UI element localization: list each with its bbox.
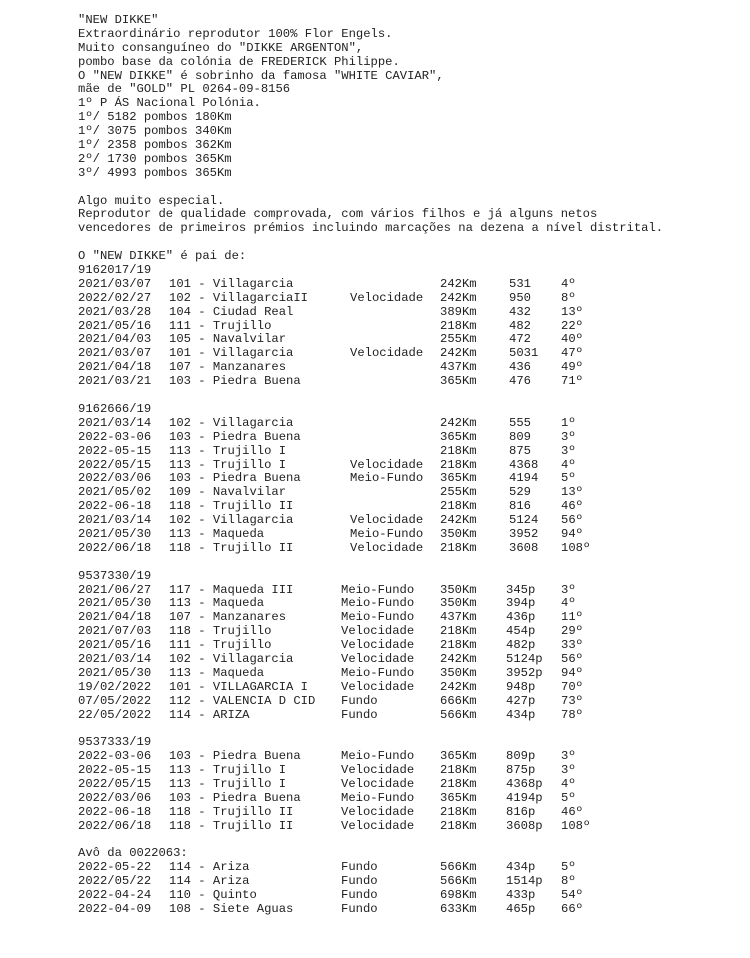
race-distance: 242Km (440, 651, 477, 666)
race-birds: 809p (506, 749, 536, 764)
spacer (78, 389, 738, 403)
race-category: Velocidade (341, 776, 415, 791)
race-distance: 218Km (440, 763, 477, 778)
race-name: 103 - Piedra Buena (169, 749, 301, 764)
race-placing: 29º (561, 624, 583, 639)
race-birds: 875p (506, 763, 536, 778)
race-name: 105 - Navalvilar (169, 332, 287, 347)
race-distance: 218Km (440, 638, 477, 653)
race-distance: 218Km (440, 818, 477, 833)
race-date: 2022-04-09 (78, 902, 152, 916)
race-category: Velocidade (350, 290, 424, 305)
race-name: 118 - Trujillo II (169, 499, 294, 514)
race-name: 113 - Trujillo I (169, 776, 287, 791)
pigeon-section (78, 722, 738, 833)
father-of-heading: O "NEW DIKKE" é pai de: (78, 249, 247, 264)
race-date: 2021/03/07 (78, 346, 152, 361)
result-row (78, 778, 738, 792)
race-category: Velocidade (341, 624, 415, 639)
race-placing: 33º (561, 638, 583, 653)
spacer (78, 722, 738, 736)
race-date: 2021/03/14 (78, 513, 152, 528)
result-row (78, 306, 738, 320)
race-placing: 78º (561, 707, 583, 722)
race-date: 2022/03/06 (78, 790, 152, 805)
race-placing: 3º (561, 582, 576, 597)
race-distance: 365Km (440, 471, 477, 486)
race-placing: 13º (561, 304, 583, 319)
special-line: Algo muito especial. (78, 193, 225, 208)
race-placing: 3º (561, 749, 576, 764)
race-distance: 242Km (440, 276, 477, 291)
race-date: 2021/03/21 (78, 374, 152, 389)
race-name: 103 - Piedra Buena (169, 374, 301, 389)
result-row (78, 667, 738, 681)
race-date: 2021/04/18 (78, 610, 152, 625)
intro-line: pombo base da colónia de FREDERICK Philippe. (78, 54, 400, 69)
race-category: Velocidade (350, 513, 424, 528)
race-birds: 432 (509, 304, 531, 319)
race-placing: 71º (561, 374, 583, 389)
race-category: Velocidade (341, 804, 415, 819)
race-name: 102 - Villagarcia (169, 415, 294, 430)
result-row (78, 542, 738, 556)
race-birds: 433p (506, 888, 536, 903)
race-name: 107 - Manzanares (169, 360, 287, 375)
intro-line: 1º P ÁS Nacional Polónia. (78, 96, 261, 111)
section-title: 9537333/19 (78, 735, 152, 750)
race-placing: 94º (561, 665, 583, 680)
intro-line: 1º/ 2358 pombos 362Km (78, 138, 232, 153)
race-date: 2021/04/03 (78, 332, 152, 347)
result-row (78, 695, 738, 709)
intro-line: 2º/ 1730 pombos 365Km (78, 151, 232, 166)
race-name: 114 - Ariza (169, 874, 250, 889)
race-name: 113 - Maqueda (169, 596, 265, 611)
race-name: 113 - Maqueda (169, 665, 265, 680)
intro-line: mãe de "GOLD" PL 0264-09-8156 (78, 82, 291, 97)
race-birds: 394p (506, 596, 536, 611)
race-distance: 437Km (440, 610, 477, 625)
race-date: 2022/05/22 (78, 874, 152, 889)
intro-line: O "NEW DIKKE" é sobrinho da famosa "WHITE CAVIAR", (78, 68, 444, 83)
race-birds: 5031 (509, 346, 539, 361)
race-distance: 389Km (440, 304, 477, 319)
race-birds: 809 (509, 429, 531, 444)
race-birds: 482 (509, 318, 531, 333)
race-name: 110 - Quinto (169, 888, 257, 903)
result-row (78, 806, 738, 820)
race-placing: 49º (561, 360, 583, 375)
race-date: 2021/07/03 (78, 624, 152, 639)
result-row (78, 361, 738, 375)
race-distance: 242Km (440, 679, 477, 694)
race-category: Fundo (341, 888, 378, 903)
race-date: 2021/06/27 (78, 582, 152, 597)
race-category: Meio-Fundo (350, 471, 424, 486)
race-placing: 3º (561, 443, 576, 458)
race-distance: 566Km (440, 860, 477, 875)
race-birds: 948p (506, 679, 536, 694)
race-category: Velocidade (350, 346, 424, 361)
race-date: 2021/04/18 (78, 360, 152, 375)
intro-line: Extraordinário reprodutor 100% Flor Engels. (78, 26, 393, 41)
result-row (78, 292, 738, 306)
result-row (78, 584, 738, 598)
race-category: Velocidade (341, 651, 415, 666)
race-placing: 47º (561, 346, 583, 361)
result-row (78, 861, 738, 875)
race-name: 114 - ARIZA (169, 707, 250, 722)
race-category: Meio-Fundo (350, 526, 424, 541)
result-row (78, 681, 738, 695)
race-placing: 46º (561, 499, 583, 514)
race-date: 2021/03/28 (78, 304, 152, 319)
race-date: 2022/03/06 (78, 471, 152, 486)
race-date: 22/05/2022 (78, 707, 152, 722)
race-name: 102 - Villagarcia (169, 513, 294, 528)
race-distance: 255Km (440, 485, 477, 500)
race-date: 2021/03/14 (78, 415, 152, 430)
race-category: Velocidade (341, 638, 415, 653)
race-category: Meio-Fundo (341, 582, 415, 597)
race-category: Fundo (341, 707, 378, 722)
race-date: 2022-03-06 (78, 429, 152, 444)
race-distance: 350Km (440, 596, 477, 611)
race-distance: 218Km (440, 457, 477, 472)
pigeon-section (78, 556, 738, 723)
result-row (78, 903, 738, 917)
race-name: 118 - Trujillo (169, 624, 272, 639)
race-birds: 345p (506, 582, 536, 597)
race-distance: 218Km (440, 540, 477, 555)
race-placing: 56º (561, 651, 583, 666)
race-name: 114 - Ariza (169, 860, 250, 875)
race-placing: 4º (561, 276, 576, 291)
race-birds: 1514p (506, 874, 543, 889)
race-distance: 633Km (440, 902, 477, 916)
result-row (78, 347, 738, 361)
race-date: 2022/05/15 (78, 776, 152, 791)
race-birds: 436 (509, 360, 531, 375)
race-distance: 437Km (440, 360, 477, 375)
race-birds: 3952p (506, 665, 543, 680)
race-date: 2022-05-22 (78, 860, 152, 875)
race-name: 104 - Ciudad Real (169, 304, 294, 319)
race-distance: 566Km (440, 874, 477, 889)
race-placing: 4º (561, 457, 576, 472)
race-name: 113 - Trujillo I (169, 443, 287, 458)
race-distance: 365Km (440, 429, 477, 444)
result-row (78, 486, 738, 500)
intro-line: 1º/ 5182 pombos 180Km (78, 110, 232, 125)
race-placing: 56º (561, 513, 583, 528)
intro-line: Muito consanguíneo do "DIKKE ARGENTON", (78, 40, 364, 55)
race-category: Velocidade (350, 540, 424, 555)
result-row (78, 597, 738, 611)
race-date: 07/05/2022 (78, 693, 152, 708)
race-category: Fundo (341, 693, 378, 708)
race-distance: 350Km (440, 665, 477, 680)
race-placing: 8º (561, 290, 576, 305)
race-placing: 46º (561, 804, 583, 819)
race-category: Fundo (341, 902, 378, 916)
race-name: 113 - Maqueda (169, 526, 265, 541)
race-name: 103 - Piedra Buena (169, 790, 301, 805)
race-category: Meio-Fundo (341, 610, 415, 625)
race-birds: 436p (506, 610, 536, 625)
race-birds: 3608p (506, 818, 543, 833)
race-birds: 476 (509, 374, 531, 389)
pigeon-section (78, 389, 738, 556)
race-name: 111 - Trujillo (169, 638, 272, 653)
race-placing: 66º (561, 902, 583, 916)
race-date: 2022/02/27 (78, 290, 152, 305)
race-distance: 218Km (440, 624, 477, 639)
race-date: 2022-05-15 (78, 443, 152, 458)
section-title: 9537330/19 (78, 568, 152, 583)
race-placing: 5º (561, 790, 576, 805)
result-row (78, 792, 738, 806)
race-name: 109 - Navalvilar (169, 485, 287, 500)
race-name: 107 - Manzanares (169, 610, 287, 625)
race-birds: 816 (509, 499, 531, 514)
race-placing: 40º (561, 332, 583, 347)
race-category: Velocidade (350, 457, 424, 472)
race-birds: 4368 (509, 457, 539, 472)
result-row (78, 417, 738, 431)
race-date: 2021/03/14 (78, 651, 152, 666)
result-row (78, 625, 738, 639)
spacer (78, 834, 738, 848)
document (78, 14, 738, 917)
race-distance: 365Km (440, 749, 477, 764)
race-name: 101 - Villagarcia (169, 276, 294, 291)
special-line: Reprodutor de qualidade comprovada, com vários filhos e já alguns netos (78, 207, 598, 222)
race-birds: 5124p (506, 651, 543, 666)
spacer (78, 181, 738, 195)
race-birds: 531 (509, 276, 531, 291)
race-category: Meio-Fundo (341, 790, 415, 805)
race-placing: 3º (561, 763, 576, 778)
race-placing: 1º (561, 415, 576, 430)
spacer (78, 556, 738, 570)
section-title: Avô da 0022063: (78, 846, 188, 861)
race-date: 2022-06-18 (78, 804, 152, 819)
race-category: Meio-Fundo (341, 596, 415, 611)
race-distance: 666Km (440, 693, 477, 708)
race-placing: 22º (561, 318, 583, 333)
race-name: 108 - Siete Aguas (169, 902, 294, 916)
race-placing: 54º (561, 888, 583, 903)
race-placing: 11º (561, 610, 583, 625)
special-line: vencedores de primeiros prémios incluindo marcações na dezena a nível distrital. (78, 221, 664, 236)
race-birds: 4368p (506, 776, 543, 791)
result-row (78, 500, 738, 514)
result-row (78, 750, 738, 764)
race-birds: 434p (506, 860, 536, 875)
race-category: Velocidade (341, 679, 415, 694)
result-row (78, 875, 738, 889)
race-date: 2022-06-18 (78, 499, 152, 514)
race-distance: 350Km (440, 582, 477, 597)
race-placing: 8º (561, 874, 576, 889)
race-distance: 218Km (440, 499, 477, 514)
race-date: 2022/06/18 (78, 540, 152, 555)
result-row (78, 514, 738, 528)
special-block (78, 195, 738, 237)
result-row (78, 639, 738, 653)
race-birds: 3952 (509, 526, 539, 541)
race-name: 113 - Trujillo I (169, 763, 287, 778)
race-distance: 242Km (440, 346, 477, 361)
result-row (78, 445, 738, 459)
race-distance: 218Km (440, 443, 477, 458)
race-distance: 218Km (440, 776, 477, 791)
race-placing: 5º (561, 860, 576, 875)
race-date: 2022/05/15 (78, 457, 152, 472)
race-name: 111 - Trujillo (169, 318, 272, 333)
result-row (78, 472, 738, 486)
race-distance: 566Km (440, 707, 477, 722)
race-birds: 529 (509, 485, 531, 500)
race-placing: 94º (561, 526, 583, 541)
race-date: 2022/06/18 (78, 818, 152, 833)
race-placing: 70º (561, 679, 583, 694)
race-birds: 875 (509, 443, 531, 458)
race-birds: 4194p (506, 790, 543, 805)
result-row (78, 278, 738, 292)
race-distance: 242Km (440, 513, 477, 528)
race-placing: 4º (561, 596, 576, 611)
race-date: 2021/05/02 (78, 485, 152, 500)
result-row (78, 764, 738, 778)
spacer (78, 236, 738, 250)
race-category: Meio-Fundo (341, 749, 415, 764)
race-distance: 365Km (440, 790, 477, 805)
section-title: 9162666/19 (78, 401, 152, 416)
race-name: 117 - Maqueda III (169, 582, 294, 597)
race-name: 101 - VILLAGARCIA I (169, 679, 308, 694)
race-birds: 427p (506, 693, 536, 708)
race-birds: 816p (506, 804, 536, 819)
result-row (78, 459, 738, 473)
race-placing: 3º (561, 429, 576, 444)
race-date: 2021/05/30 (78, 665, 152, 680)
race-birds: 3608 (509, 540, 539, 555)
race-birds: 482p (506, 638, 536, 653)
race-birds: 5124 (509, 513, 539, 528)
race-distance: 218Km (440, 318, 477, 333)
result-row (78, 375, 738, 389)
section-title: 9162017/19 (78, 263, 152, 278)
race-name: 112 - VALENCIA D CID (169, 693, 316, 708)
race-date: 2022-03-06 (78, 749, 152, 764)
intro-line: "NEW DIKKE" (78, 13, 159, 27)
result-row (78, 889, 738, 903)
race-birds: 465p (506, 902, 536, 916)
result-row (78, 709, 738, 723)
race-placing: 108º (561, 540, 591, 555)
race-birds: 472 (509, 332, 531, 347)
race-name: 113 - Trujillo I (169, 457, 287, 472)
result-row (78, 528, 738, 542)
result-row (78, 611, 738, 625)
intro-line: 3º/ 4993 pombos 365Km (78, 165, 232, 180)
race-birds: 454p (506, 624, 536, 639)
race-birds: 555 (509, 415, 531, 430)
race-name: 118 - Trujillo II (169, 540, 294, 555)
race-date: 2021/05/16 (78, 318, 152, 333)
result-row (78, 431, 738, 445)
race-placing: 5º (561, 471, 576, 486)
race-category: Meio-Fundo (341, 665, 415, 680)
race-date: 2021/05/30 (78, 526, 152, 541)
race-name: 118 - Trujillo II (169, 818, 294, 833)
race-date: 2022-04-24 (78, 888, 152, 903)
race-name: 102 - VillagarciaII (169, 290, 308, 305)
race-name: 101 - Villagarcia (169, 346, 294, 361)
race-placing: 73º (561, 693, 583, 708)
race-name: 103 - Piedra Buena (169, 471, 301, 486)
race-distance: 242Km (440, 290, 477, 305)
intro-line: 1º/ 3075 pombos 340Km (78, 124, 232, 139)
race-date: 2021/05/16 (78, 638, 152, 653)
race-birds: 434p (506, 707, 536, 722)
race-distance: 242Km (440, 415, 477, 430)
race-date: 2022-05-15 (78, 763, 152, 778)
race-category: Velocidade (341, 763, 415, 778)
race-birds: 4194 (509, 471, 539, 486)
race-date: 19/02/2022 (78, 679, 152, 694)
result-row (78, 333, 738, 347)
race-name: 102 - Villagarcia (169, 651, 294, 666)
pigeon-section (78, 264, 738, 389)
race-name: 103 - Piedra Buena (169, 429, 301, 444)
pigeon-section (78, 834, 738, 917)
result-row (78, 820, 738, 834)
race-category: Fundo (341, 860, 378, 875)
race-distance: 698Km (440, 888, 477, 903)
race-birds: 950 (509, 290, 531, 305)
race-name: 118 - Trujillo II (169, 804, 294, 819)
race-placing: 108º (561, 818, 591, 833)
race-distance: 218Km (440, 804, 477, 819)
race-placing: 4º (561, 776, 576, 791)
race-category: Fundo (341, 874, 378, 889)
race-date: 2021/05/30 (78, 596, 152, 611)
result-row (78, 653, 738, 667)
race-placing: 13º (561, 485, 583, 500)
race-distance: 255Km (440, 332, 477, 347)
race-distance: 365Km (440, 374, 477, 389)
result-row (78, 320, 738, 334)
race-distance: 350Km (440, 526, 477, 541)
race-category: Velocidade (341, 818, 415, 833)
results-sections (78, 264, 738, 917)
race-date: 2021/03/07 (78, 276, 152, 291)
intro-block (78, 14, 738, 181)
